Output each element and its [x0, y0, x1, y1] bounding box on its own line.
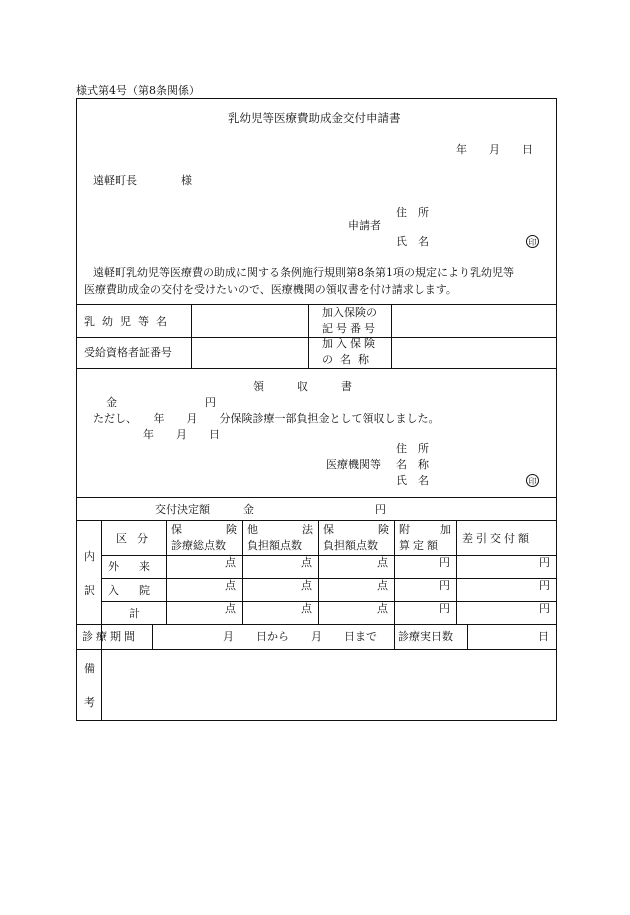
category-header: 区分 — [116, 532, 158, 545]
applicant-address-label: 住 所 — [396, 206, 429, 219]
receipt-inst-rep-label: 氏 名 — [396, 474, 429, 487]
table-cell: 円 — [439, 556, 450, 569]
addition-header-2: 算定額 — [399, 539, 441, 552]
table-cell: 点 — [301, 579, 312, 592]
receipt-inst-name-label: 名 称 — [396, 458, 429, 471]
table-cell: 点 — [377, 579, 388, 592]
table-cell: 点 — [301, 556, 312, 569]
child-name-label: 乳幼児等名 — [84, 315, 174, 328]
table-cell: 円 — [439, 579, 450, 592]
insured-points-header-2: 診療総点数 — [171, 539, 226, 552]
receipt-date: 年 月 日 — [143, 428, 220, 441]
receipt-inst-address-label: 住 所 — [396, 442, 429, 455]
applicant-label: 申請者 — [348, 219, 381, 232]
table-cell: 円 — [539, 602, 550, 615]
decision-amount: 交付決定額 金 円 — [155, 503, 386, 516]
request-text-line-2: 医療費助成金の交付を受けたいので、医療機関の領収書を付け請求します。 — [84, 283, 457, 296]
certificate-number-label: 受給資格者証番号 — [84, 346, 172, 359]
other-law-header-1: 他法 — [247, 523, 313, 536]
date-line: 年 月 日 — [456, 143, 533, 156]
receipt-amount: 金 円 — [106, 396, 216, 409]
table-cell: 点 — [377, 556, 388, 569]
remarks-label-2: 考 — [84, 696, 95, 709]
form-title: 乳幼児等医療費助成金交付申請書 — [228, 111, 401, 125]
form-label: 様式第4号（第8条関係） — [76, 84, 200, 97]
breakdown-side-label-2: 訳 — [84, 584, 95, 597]
row-inpatient-label: 入院 — [108, 584, 170, 597]
insured-burden-header-2: 負担額点数 — [323, 539, 378, 552]
request-text-line-1: 遠軽町乳幼児等医療費の助成に関する条例施行規則第8条第1項の規定により乳幼児等 — [93, 266, 514, 279]
insurance-name-label-2: の名称 — [322, 353, 376, 366]
insurance-name-label-1: 加入保険 — [322, 337, 378, 350]
table-cell: 円 — [539, 556, 550, 569]
period-label: 診療期間 — [82, 630, 138, 643]
addition-header-1: 附加 — [399, 523, 451, 536]
insurance-number-label-1: 加入保険の — [322, 306, 377, 319]
receipt-institution-label: 医療機関等 — [326, 458, 381, 471]
insured-points-header-1: 保険 — [171, 523, 237, 536]
other-law-header-2: 負担額点数 — [247, 539, 302, 552]
days-unit: 日 — [538, 630, 549, 643]
table-cell: 円 — [539, 579, 550, 592]
insurance-number-label-2: 記号番号 — [322, 322, 378, 335]
addressee: 遠軽町長 様 — [93, 174, 192, 187]
row-outpatient-label: 外来 — [108, 560, 170, 573]
applicant-name-label: 氏 名 — [396, 235, 429, 248]
table-cell: 円 — [439, 602, 450, 615]
applicant-seal-icon: 印 — [526, 235, 539, 248]
breakdown-side-label-1: 内 — [84, 550, 95, 563]
table-cell: 点 — [225, 602, 236, 615]
period-text: 月 日から 月 日まで — [223, 630, 377, 643]
receipt-heading: 領 収 書 — [253, 380, 352, 393]
insured-burden-header-1: 保険 — [323, 523, 389, 536]
row-total-label: 計 — [129, 607, 140, 620]
net-amount-header: 差引交付額 — [462, 532, 532, 545]
table-cell: 点 — [301, 602, 312, 615]
days-label: 診療実日数 — [398, 630, 453, 643]
application-form — [76, 98, 557, 721]
receipt-proviso: ただし、 年 月 分保険診療一部負担金として領収しました。 — [93, 412, 440, 425]
table-cell: 点 — [225, 579, 236, 592]
table-cell: 点 — [225, 556, 236, 569]
remarks-label-1: 備 — [84, 662, 95, 675]
receipt-seal-icon: 印 — [526, 474, 539, 487]
table-cell: 点 — [377, 602, 388, 615]
